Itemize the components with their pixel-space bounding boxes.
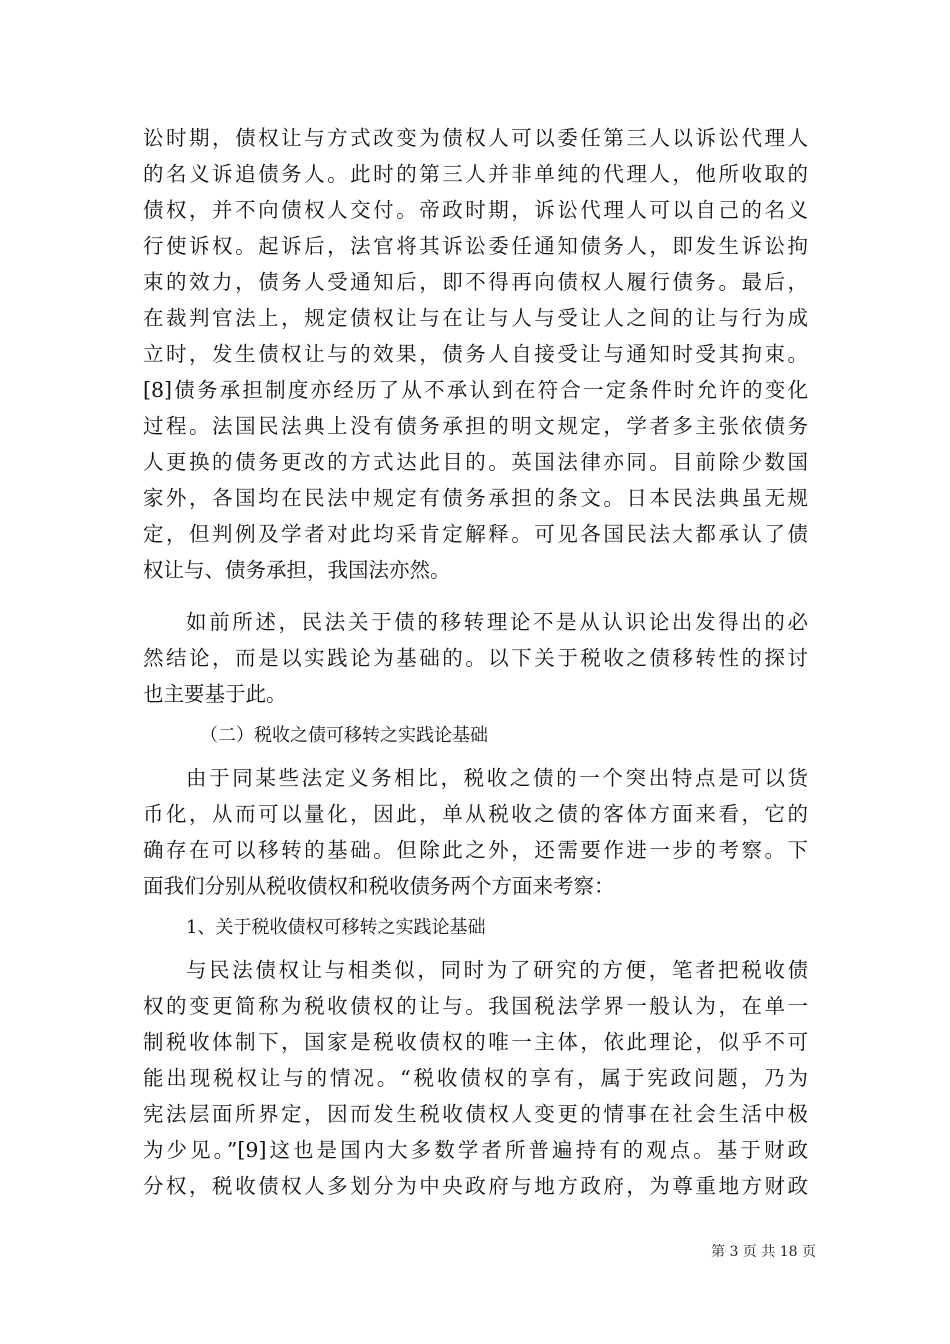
page-number: 第 3 页 共 18 页 (711, 1244, 816, 1260)
paragraph-line: 的名义诉追债务人。此时的第三人并非单纯的代理人，他所收取的 (143, 162, 808, 186)
paragraph-line: 为少见。”[9]这也是国内大多数学者所普遍持有的观点。基于财政 (143, 1138, 808, 1162)
paragraph-line: 家外，各国均在民法中规定有债务承担的条文。日本民法典虽无规 (143, 486, 808, 510)
paragraph-line: 讼时期，债权让与方式改变为债权人可以委任第三人以诉讼代理人 (143, 126, 808, 150)
paragraph-line: 确存在可以移转的基础。但除此之外，还需要作进一步的考察。下 (143, 838, 808, 862)
paragraph-line: 币化，从而可以量化，因此，单从税收之债的客体方面来看，它的 (143, 802, 808, 826)
paragraph-line: 过程。法国民法典上没有债务承担的明文规定，学者多主张依债务 (143, 414, 808, 438)
paragraph-line: 分权，税收债权人多划分为中央政府与地方政府，为尊重地方财政 (143, 1174, 808, 1198)
paragraph-line: 制税收体制下，国家是税收债权的唯一主体，依此理论，似乎不可 (143, 1030, 808, 1054)
paragraph-line: 债权，并不向债权人交付。帝政时期，诉讼代理人可以自己的名义 (143, 198, 808, 222)
subsection-heading: 1、关于税收债权可移转之实践论基础 (186, 917, 486, 938)
paragraph-line: 由于同某些法定义务相比，税收之债的一个突出特点是可以货 (186, 766, 808, 790)
paragraph-line: 权的变更简称为税收债权的让与。我国税法学界一般认为，在单一 (143, 994, 808, 1018)
paragraph-line: [8]债务承担制度亦经历了从不承认到在符合一定条件时允许的变化 (143, 378, 808, 402)
paragraph-line: 权让与、债务承担，我国法亦然。 (143, 558, 451, 582)
paragraph-line: 如前所述，民法关于债的移转理论不是从认识论出发得出的必 (186, 610, 808, 634)
paragraph-line: 束的效力，债务人受通知后，即不得再向债权人履行债务。最后， (143, 270, 808, 294)
paragraph-line: 定，但判例及学者对此均采肯定解释。可见各国民法大都承认了债 (143, 522, 808, 546)
paragraph-line: 面我们分别从税收债权和税收债务两个方面来考察： (143, 874, 615, 898)
paragraph-line: 人更换的债务更改的方式达此目的。英国法律亦同。目前除少数国 (143, 450, 808, 474)
paragraph-line: 能出现税权让与的情况。“税收债权的享有，属于宪政问题，乃为 (143, 1066, 808, 1090)
section-heading: （二）税收之债可移转之实践论基础 (200, 725, 488, 746)
paragraph-line: 立时，发生债权让与的效果，债务人自接受让与通知时受其拘束。 (143, 342, 808, 366)
paragraph-line: 然结论，而是以实践论为基础的。以下关于税收之债移转性的探讨 (143, 646, 808, 670)
paragraph-line: 在裁判官法上，规定债权让与在让与人与受让人之间的让与行为成 (143, 306, 808, 330)
paragraph-line: 与民法债权让与相类似，同时为了研究的方便，笔者把税收债 (186, 958, 808, 982)
paragraph-line: 行使诉权。起诉后，法官将其诉讼委任通知债务人，即发生诉讼拘 (143, 234, 808, 258)
paragraph-line: 宪法层面所界定，因而发生税收债权人变更的情事在社会生活中极 (143, 1102, 808, 1126)
paragraph-line: 也主要基于此。 (143, 682, 287, 706)
